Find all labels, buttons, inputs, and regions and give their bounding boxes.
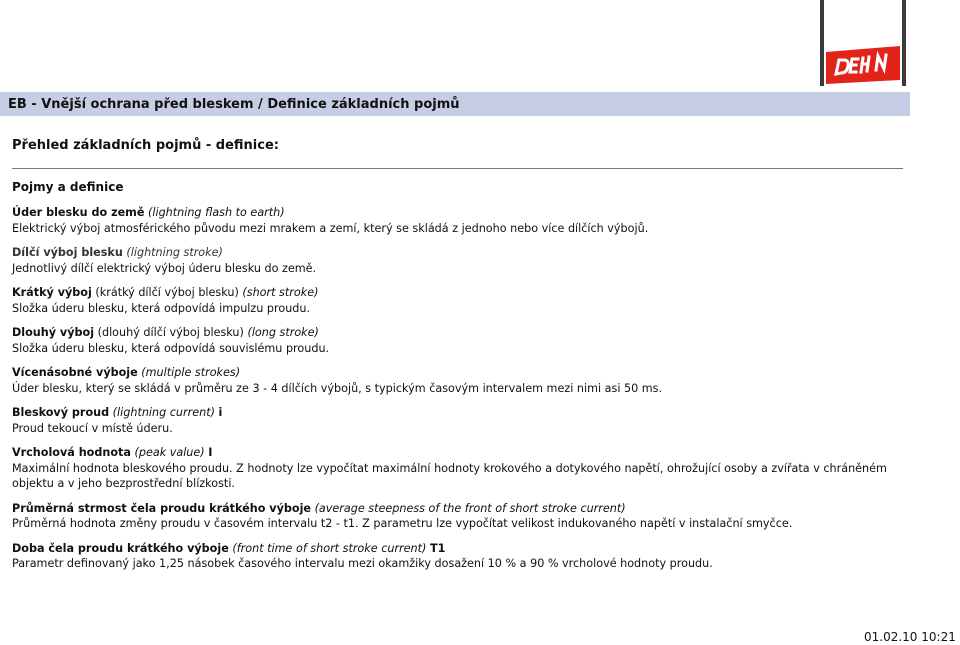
definition-term: Krátký výboj xyxy=(12,286,92,299)
definition-term: Dlouhý výboj xyxy=(12,326,95,339)
print-timestamp: 01.02.10 10:21 xyxy=(864,630,956,644)
definition-description: Úder blesku, který se skládá v průměru ze 3 - 4 dílčích výbojů, s typickým časovým intervalem mezi nimi asi 50 ms. xyxy=(12,381,663,395)
definitions-list xyxy=(12,205,912,581)
definition-term: Doba čela proudu krátkého výboje xyxy=(12,541,229,555)
definition-item xyxy=(12,365,912,396)
definition-note: (dlouhý dílčí výboj blesku) xyxy=(97,326,244,339)
definition-english: (lightning current) xyxy=(112,406,215,419)
definition-english: (multiple strokes) xyxy=(141,366,241,379)
definition-symbol: T1 xyxy=(429,541,446,555)
definition-english: (lightning stroke) xyxy=(126,246,223,259)
definition-term: Vrcholová hodnota xyxy=(12,446,131,459)
title-band xyxy=(0,92,910,116)
definition-term: Vícenásobné výboje xyxy=(12,366,138,379)
document-title: EB - Vnější ochrana před bleskem / Definice základních pojmů xyxy=(8,96,460,112)
definition-term: Úder blesku do země xyxy=(12,206,145,219)
logo-frame xyxy=(820,0,906,86)
definition-description: Složka úderu blesku, která odpovídá souvislému proudu. xyxy=(12,341,330,355)
definition-term: Průměrná strmost čela proudu krátkého výboje xyxy=(12,501,311,515)
definition-item xyxy=(12,501,912,532)
definition-english: (short stroke) xyxy=(242,286,319,299)
section-heading: Pojmy a definice xyxy=(12,180,124,194)
definition-item xyxy=(12,445,912,492)
definition-item xyxy=(12,285,912,316)
logo-frame-right-bar xyxy=(902,0,906,86)
definition-term: Bleskový proud xyxy=(12,406,110,419)
definition-description: Jednotlivý dílčí elektrický výboj úderu blesku do země. xyxy=(12,261,317,275)
definition-description: Proud tekoucí v místě úderu. xyxy=(12,421,173,435)
dehn-logo xyxy=(824,44,902,86)
definition-symbol: i xyxy=(218,406,223,419)
definition-english: (front time of short stroke current) xyxy=(232,541,427,555)
definition-note: (krátký dílčí výboj blesku) xyxy=(95,286,239,299)
definition-description: Elektrický výboj atmosférického původu mezi mrakem a zemí, který se skládá z jednoho nebo více dílčích výbojů. xyxy=(12,221,649,235)
definition-item xyxy=(12,205,912,236)
divider xyxy=(12,168,903,169)
definition-item xyxy=(12,405,912,436)
definition-english: (peak value) xyxy=(134,446,205,459)
definition-description: Maximální hodnota bleskového proudu. Z hodnoty lze vypočítat maximální hodnoty krokového a dotykového napětí, ohrožující osoby a zvířata v chráněném objektu a v jeho bezprostřední blízkosti. xyxy=(12,461,887,490)
overview-heading: Přehled základních pojmů - definice: xyxy=(12,138,279,153)
definition-description: Složka úderu blesku, která odpovídá impulzu proudu. xyxy=(12,301,311,315)
definition-item xyxy=(12,245,912,276)
definition-description: Parametr definovaný jako 1,25 násobek časového intervalu mezi okamžiky dosažení 10 % a 90 % vrcholové hodnoty proudu. xyxy=(12,557,713,570)
definition-english: (long stroke) xyxy=(247,326,319,339)
definition-symbol: I xyxy=(208,446,213,459)
definition-english: (lightning flash to earth) xyxy=(147,206,285,219)
definition-english: (average steepness of the front of short stroke current) xyxy=(314,501,626,515)
definition-term: Dílčí výboj blesku xyxy=(12,246,123,259)
definition-item xyxy=(12,541,912,572)
definition-description: Průměrná hodnota změny proudu v časovém intervalu t2 - t1. Z parametru lze vypočítat velikost indukovaného napětí v instalační smyčce. xyxy=(12,517,793,530)
definition-item xyxy=(12,325,912,356)
